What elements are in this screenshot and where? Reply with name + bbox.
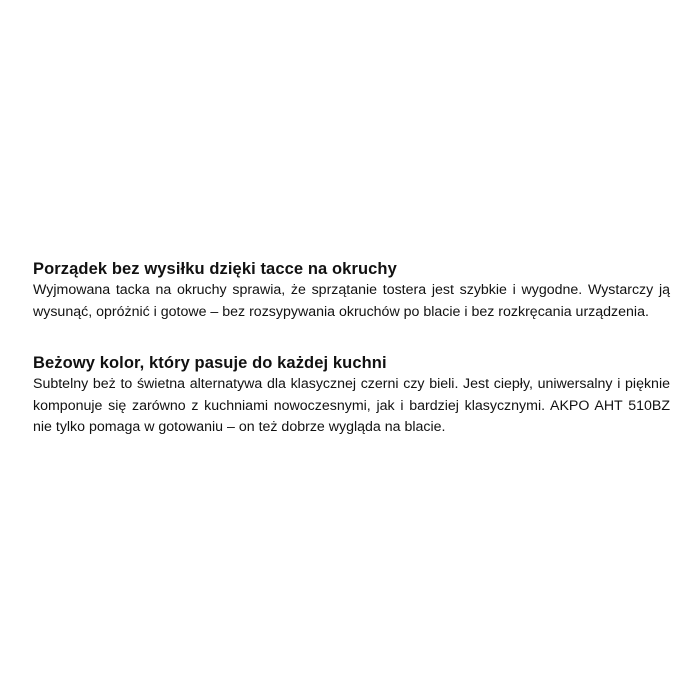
section-beige-color [33,353,670,439]
section-heading: Porządek bez wysiłku dzięki tacce na okruchy [33,260,397,278]
section-body: Wyjmowana tacka na okruchy sprawia, że sprzątanie tostera jest szybkie i wygodne. Wystarczy ją wysunąć, opróżnić i gotowe – bez rozsypywania okruchów po blacie i bez rozkręcania urządzenia. [33,282,670,320]
section-crumb-tray [33,259,670,323]
section-body: Subtelny beż to świetna alternatywa dla klasycznej czerni czy bieli. Jest ciepły, uniwersalny i pięknie komponuje się zarówno z kuchniami nowoczesnymi, jak i bardziej klasycznymi. AKPO AHT 510BZ nie tylko pomaga w gotowaniu – on też dobrze wygląda na blacie. [33,376,670,435]
description-content [33,259,670,439]
section-heading: Beżowy kolor, który pasuje do każdej kuchni [33,354,387,372]
